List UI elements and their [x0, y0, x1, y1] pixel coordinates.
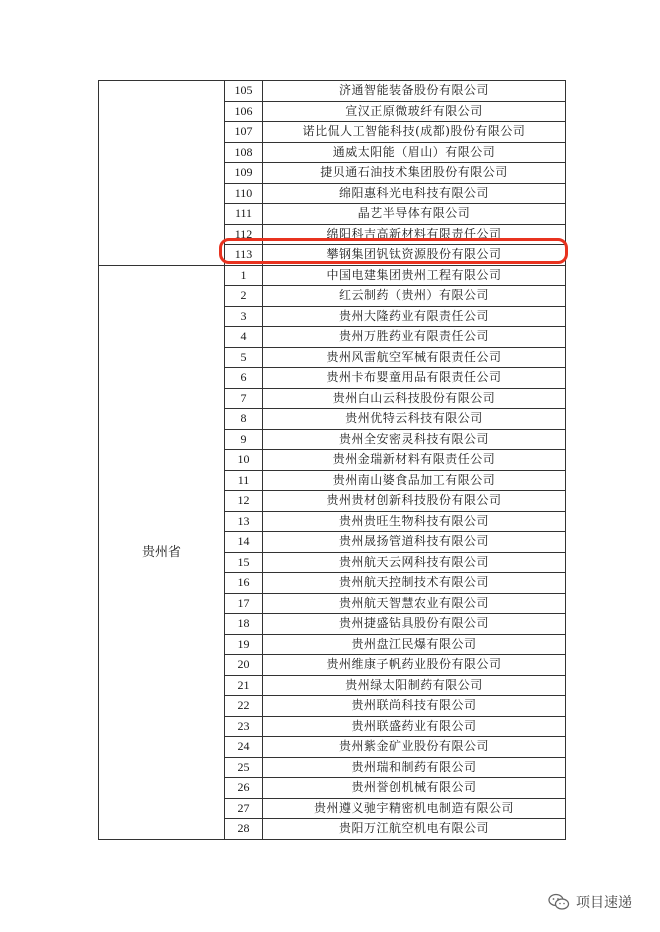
row-number: 110 [225, 183, 263, 204]
row-number: 108 [225, 142, 263, 163]
company-name: 贵州卡布婴童用品有限责任公司 [263, 368, 566, 389]
company-name: 红云制药（贵州）有限公司 [263, 286, 566, 307]
highlight-marker [219, 238, 568, 264]
company-name: 贵州贵材创新科技股份有限公司 [263, 491, 566, 512]
row-number: 20 [225, 655, 263, 676]
company-name: 贵州维康子帆药业股份有限公司 [263, 655, 566, 676]
row-number: 12 [225, 491, 263, 512]
row-number: 5 [225, 347, 263, 368]
watermark-text: 项目速递 [576, 895, 632, 911]
row-number: 24 [225, 737, 263, 758]
company-name: 贵州南山婆食品加工有限公司 [263, 470, 566, 491]
row-number: 9 [225, 429, 263, 450]
company-name: 攀钢集团钒钛资源股份有限公司 [263, 245, 566, 266]
province-cell: 贵州省 [99, 265, 225, 839]
company-name: 贵州大隆药业有限责任公司 [263, 306, 566, 327]
row-number: 7 [225, 388, 263, 409]
company-name: 贵州联盛药业有限公司 [263, 716, 566, 737]
company-name: 诺比侃人工智能科技(成都)股份有限公司 [263, 122, 566, 143]
row-number: 113 [225, 245, 263, 266]
company-name: 贵州全安密灵科技有限公司 [263, 429, 566, 450]
row-number: 23 [225, 716, 263, 737]
row-number: 26 [225, 778, 263, 799]
row-number: 18 [225, 614, 263, 635]
row-number: 8 [225, 409, 263, 430]
row-number: 15 [225, 552, 263, 573]
company-name: 晶艺半导体有限公司 [263, 204, 566, 225]
company-name: 贵州遵义驰宇精密机电制造有限公司 [263, 798, 566, 819]
company-name: 贵州航天云网科技有限公司 [263, 552, 566, 573]
row-number: 28 [225, 819, 263, 840]
row-number: 14 [225, 532, 263, 553]
company-name: 贵州誉创机械有限公司 [263, 778, 566, 799]
company-name: 贵州优特云科技有限公司 [263, 409, 566, 430]
wechat-icon [548, 893, 570, 911]
row-number: 105 [225, 81, 263, 102]
company-name: 贵州晟扬管道科技有限公司 [263, 532, 566, 553]
company-name: 贵州航天控制技术有限公司 [263, 573, 566, 594]
company-name: 贵州绿太阳制药有限公司 [263, 675, 566, 696]
company-name: 宣汉正原微玻纤有限公司 [263, 101, 566, 122]
province-cell [99, 81, 225, 266]
company-name: 济通智能装备股份有限公司 [263, 81, 566, 102]
company-name: 贵州风雷航空军械有限责任公司 [263, 347, 566, 368]
company-name: 贵州万胜药业有限责任公司 [263, 327, 566, 348]
row-number: 13 [225, 511, 263, 532]
row-number: 25 [225, 757, 263, 778]
row-number: 106 [225, 101, 263, 122]
row-number: 17 [225, 593, 263, 614]
company-name: 贵州白山云科技股份有限公司 [263, 388, 566, 409]
company-name: 绵阳科吉高新材料有限责任公司 [263, 224, 566, 245]
row-number: 11 [225, 470, 263, 491]
row-number: 4 [225, 327, 263, 348]
row-number: 19 [225, 634, 263, 655]
row-number: 27 [225, 798, 263, 819]
company-name: 贵州瑞和制药有限公司 [263, 757, 566, 778]
company-list-body [99, 81, 566, 840]
row-number: 111 [225, 204, 263, 225]
row-number: 10 [225, 450, 263, 471]
watermark [548, 892, 632, 912]
company-name: 贵州贵旺生物科技有限公司 [263, 511, 566, 532]
company-name: 贵州联尚科技有限公司 [263, 696, 566, 717]
row-number: 3 [225, 306, 263, 327]
table-row [99, 265, 566, 286]
row-number: 22 [225, 696, 263, 717]
company-name: 贵州航天智慧农业有限公司 [263, 593, 566, 614]
company-name: 通威太阳能（眉山）有限公司 [263, 142, 566, 163]
company-name: 贵州紫金矿业股份有限公司 [263, 737, 566, 758]
company-name: 贵阳万江航空机电有限公司 [263, 819, 566, 840]
row-number: 112 [225, 224, 263, 245]
company-name: 捷贝通石油技术集团股份有限公司 [263, 163, 566, 184]
company-name: 贵州盘江民爆有限公司 [263, 634, 566, 655]
company-name: 中国电建集团贵州工程有限公司 [263, 265, 566, 286]
company-list-table [98, 80, 566, 840]
row-number: 6 [225, 368, 263, 389]
row-number: 107 [225, 122, 263, 143]
table-row [99, 81, 566, 102]
company-name: 贵州金瑞新材料有限责任公司 [263, 450, 566, 471]
row-number: 109 [225, 163, 263, 184]
row-number: 1 [225, 265, 263, 286]
company-name: 绵阳惠科光电科技有限公司 [263, 183, 566, 204]
company-name: 贵州捷盛钻具股份有限公司 [263, 614, 566, 635]
row-number: 21 [225, 675, 263, 696]
row-number: 16 [225, 573, 263, 594]
row-number: 2 [225, 286, 263, 307]
